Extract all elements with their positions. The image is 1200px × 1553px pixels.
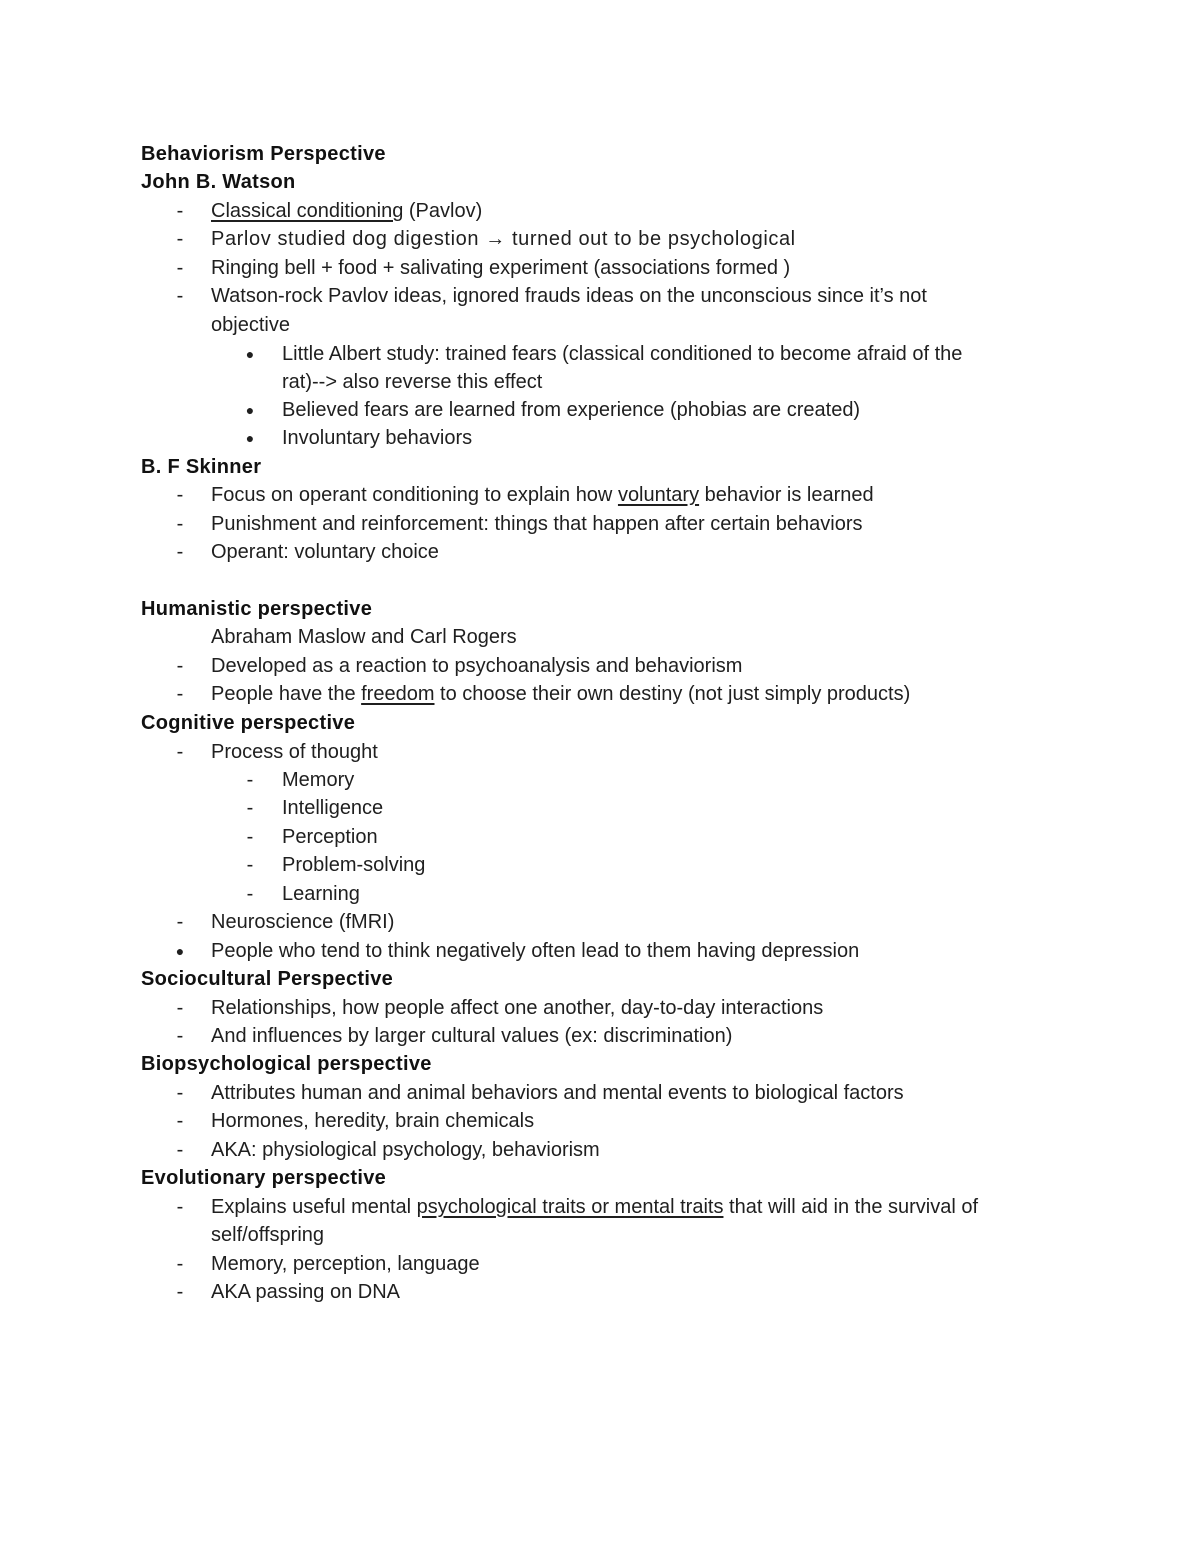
bullet-marker: ● [175, 943, 185, 959]
dash-marker: - [176, 257, 184, 279]
list-item: - Parlov studied dog digestion → turned out to be psychological [0, 225, 1200, 253]
humanistic-names: Abraham Maslow and Carl Rogers [211, 626, 517, 648]
dash-marker: - [176, 484, 184, 506]
list-item: - And influences by larger cultural values (ex: discrimination) [0, 1022, 1200, 1050]
list-item: - Ringing bell + food + salivating experiment (associations formed ) [0, 254, 1200, 282]
dash-marker: - [246, 797, 254, 819]
dash-marker: - [176, 285, 184, 307]
list-item: - Memory, perception, language [0, 1250, 1200, 1278]
heading-biopsychological: Biopsychological perspective [141, 1053, 432, 1075]
dash-marker: - [176, 1281, 184, 1303]
dash-marker: - [176, 228, 184, 250]
heading-behaviorism: Behaviorism Perspective [141, 143, 386, 165]
heading-cognitive: Cognitive perspective [141, 712, 356, 734]
list-item: - Watson-rock Pavlov ideas, ignored frauds ideas on the unconscious since it’s not [0, 282, 1200, 310]
list-item: ● Little Albert study: trained fears (classical conditioned to become afraid of the [0, 340, 1200, 368]
dash-marker: - [176, 655, 184, 677]
list-item: - Attributes human and animal behaviors and mental events to biological factors [0, 1079, 1200, 1107]
list-item: - AKA passing on DNA [0, 1278, 1200, 1306]
list-item: ● Believed fears are learned from experience (phobias are created) [0, 396, 1200, 424]
dash-marker: - [176, 1139, 184, 1161]
list-item: - Learning [0, 880, 1200, 908]
heading-humanistic: Humanistic perspective [141, 598, 373, 620]
underlined-term: voluntary [617, 484, 700, 506]
list-item: - Relationships, how people affect one another, day-to-day interactions [0, 994, 1200, 1022]
list-item-continuation: rat)--> also reverse this effect [282, 371, 543, 393]
dash-marker: - [176, 541, 184, 563]
dash-marker: - [176, 997, 184, 1019]
dash-marker: - [246, 826, 254, 848]
list-item: - Neuroscience (fMRI) [0, 908, 1200, 936]
underlined-term: psychological traits or mental traits [416, 1196, 724, 1218]
dash-marker: - [176, 1253, 184, 1275]
list-item: - Problem-solving [0, 851, 1200, 879]
list-item: - AKA: physiological psychology, behaviorism [0, 1136, 1200, 1164]
dash-marker: - [176, 1025, 184, 1047]
list-item: - Explains useful mental psychological traits or mental traits that will aid in the survival of [0, 1193, 1200, 1221]
dash-marker: - [246, 883, 254, 905]
bullet-marker: ● [245, 402, 255, 418]
dash-marker: - [246, 854, 254, 876]
dash-marker: - [176, 1082, 184, 1104]
list-item-continuation: self/offspring [211, 1224, 325, 1246]
list-item: - Punishment and reinforcement: things that happen after certain behaviors [0, 510, 1200, 538]
subheading-watson: John B. Watson [141, 171, 296, 193]
list-item: - Focus on operant conditioning to explain how voluntary behavior is learned [0, 481, 1200, 509]
underlined-term: freedom [361, 683, 435, 705]
dash-marker: - [176, 1196, 184, 1218]
list-item: - Intelligence [0, 794, 1200, 822]
list-item: - Operant: voluntary choice [0, 538, 1200, 566]
bullet-marker: ● [245, 346, 255, 362]
list-item-continuation: objective [211, 314, 290, 336]
bullet-marker: ● [245, 430, 255, 446]
heading-sociocultural: Sociocultural Perspective [141, 968, 394, 990]
list-item: ● Involuntary behaviors [0, 424, 1200, 452]
dash-marker: - [176, 200, 184, 222]
list-item: - Hormones, heredity, brain chemicals [0, 1107, 1200, 1135]
dash-marker: - [246, 769, 254, 791]
dash-marker: - [176, 513, 184, 535]
underlined-term: Classical conditioning [211, 200, 404, 222]
list-item: ● People who tend to think negatively often lead to them having depression [0, 937, 1200, 965]
dash-marker: - [176, 1110, 184, 1132]
dash-marker: - [176, 911, 184, 933]
subheading-skinner: B. F Skinner [141, 456, 262, 478]
dash-marker: - [176, 741, 184, 763]
list-item: - Process of thought [0, 738, 1200, 766]
list-item: - Developed as a reaction to psychoanalysis and behaviorism [0, 652, 1200, 680]
list-item: - People have the freedom to choose their own destiny (not just simply products) [0, 680, 1200, 708]
list-item: - Memory [0, 766, 1200, 794]
list-item: - Classical conditioning (Pavlov) [0, 197, 1200, 225]
heading-evolutionary: Evolutionary perspective [141, 1167, 387, 1189]
dash-marker: - [176, 683, 184, 705]
list-item: - Perception [0, 823, 1200, 851]
